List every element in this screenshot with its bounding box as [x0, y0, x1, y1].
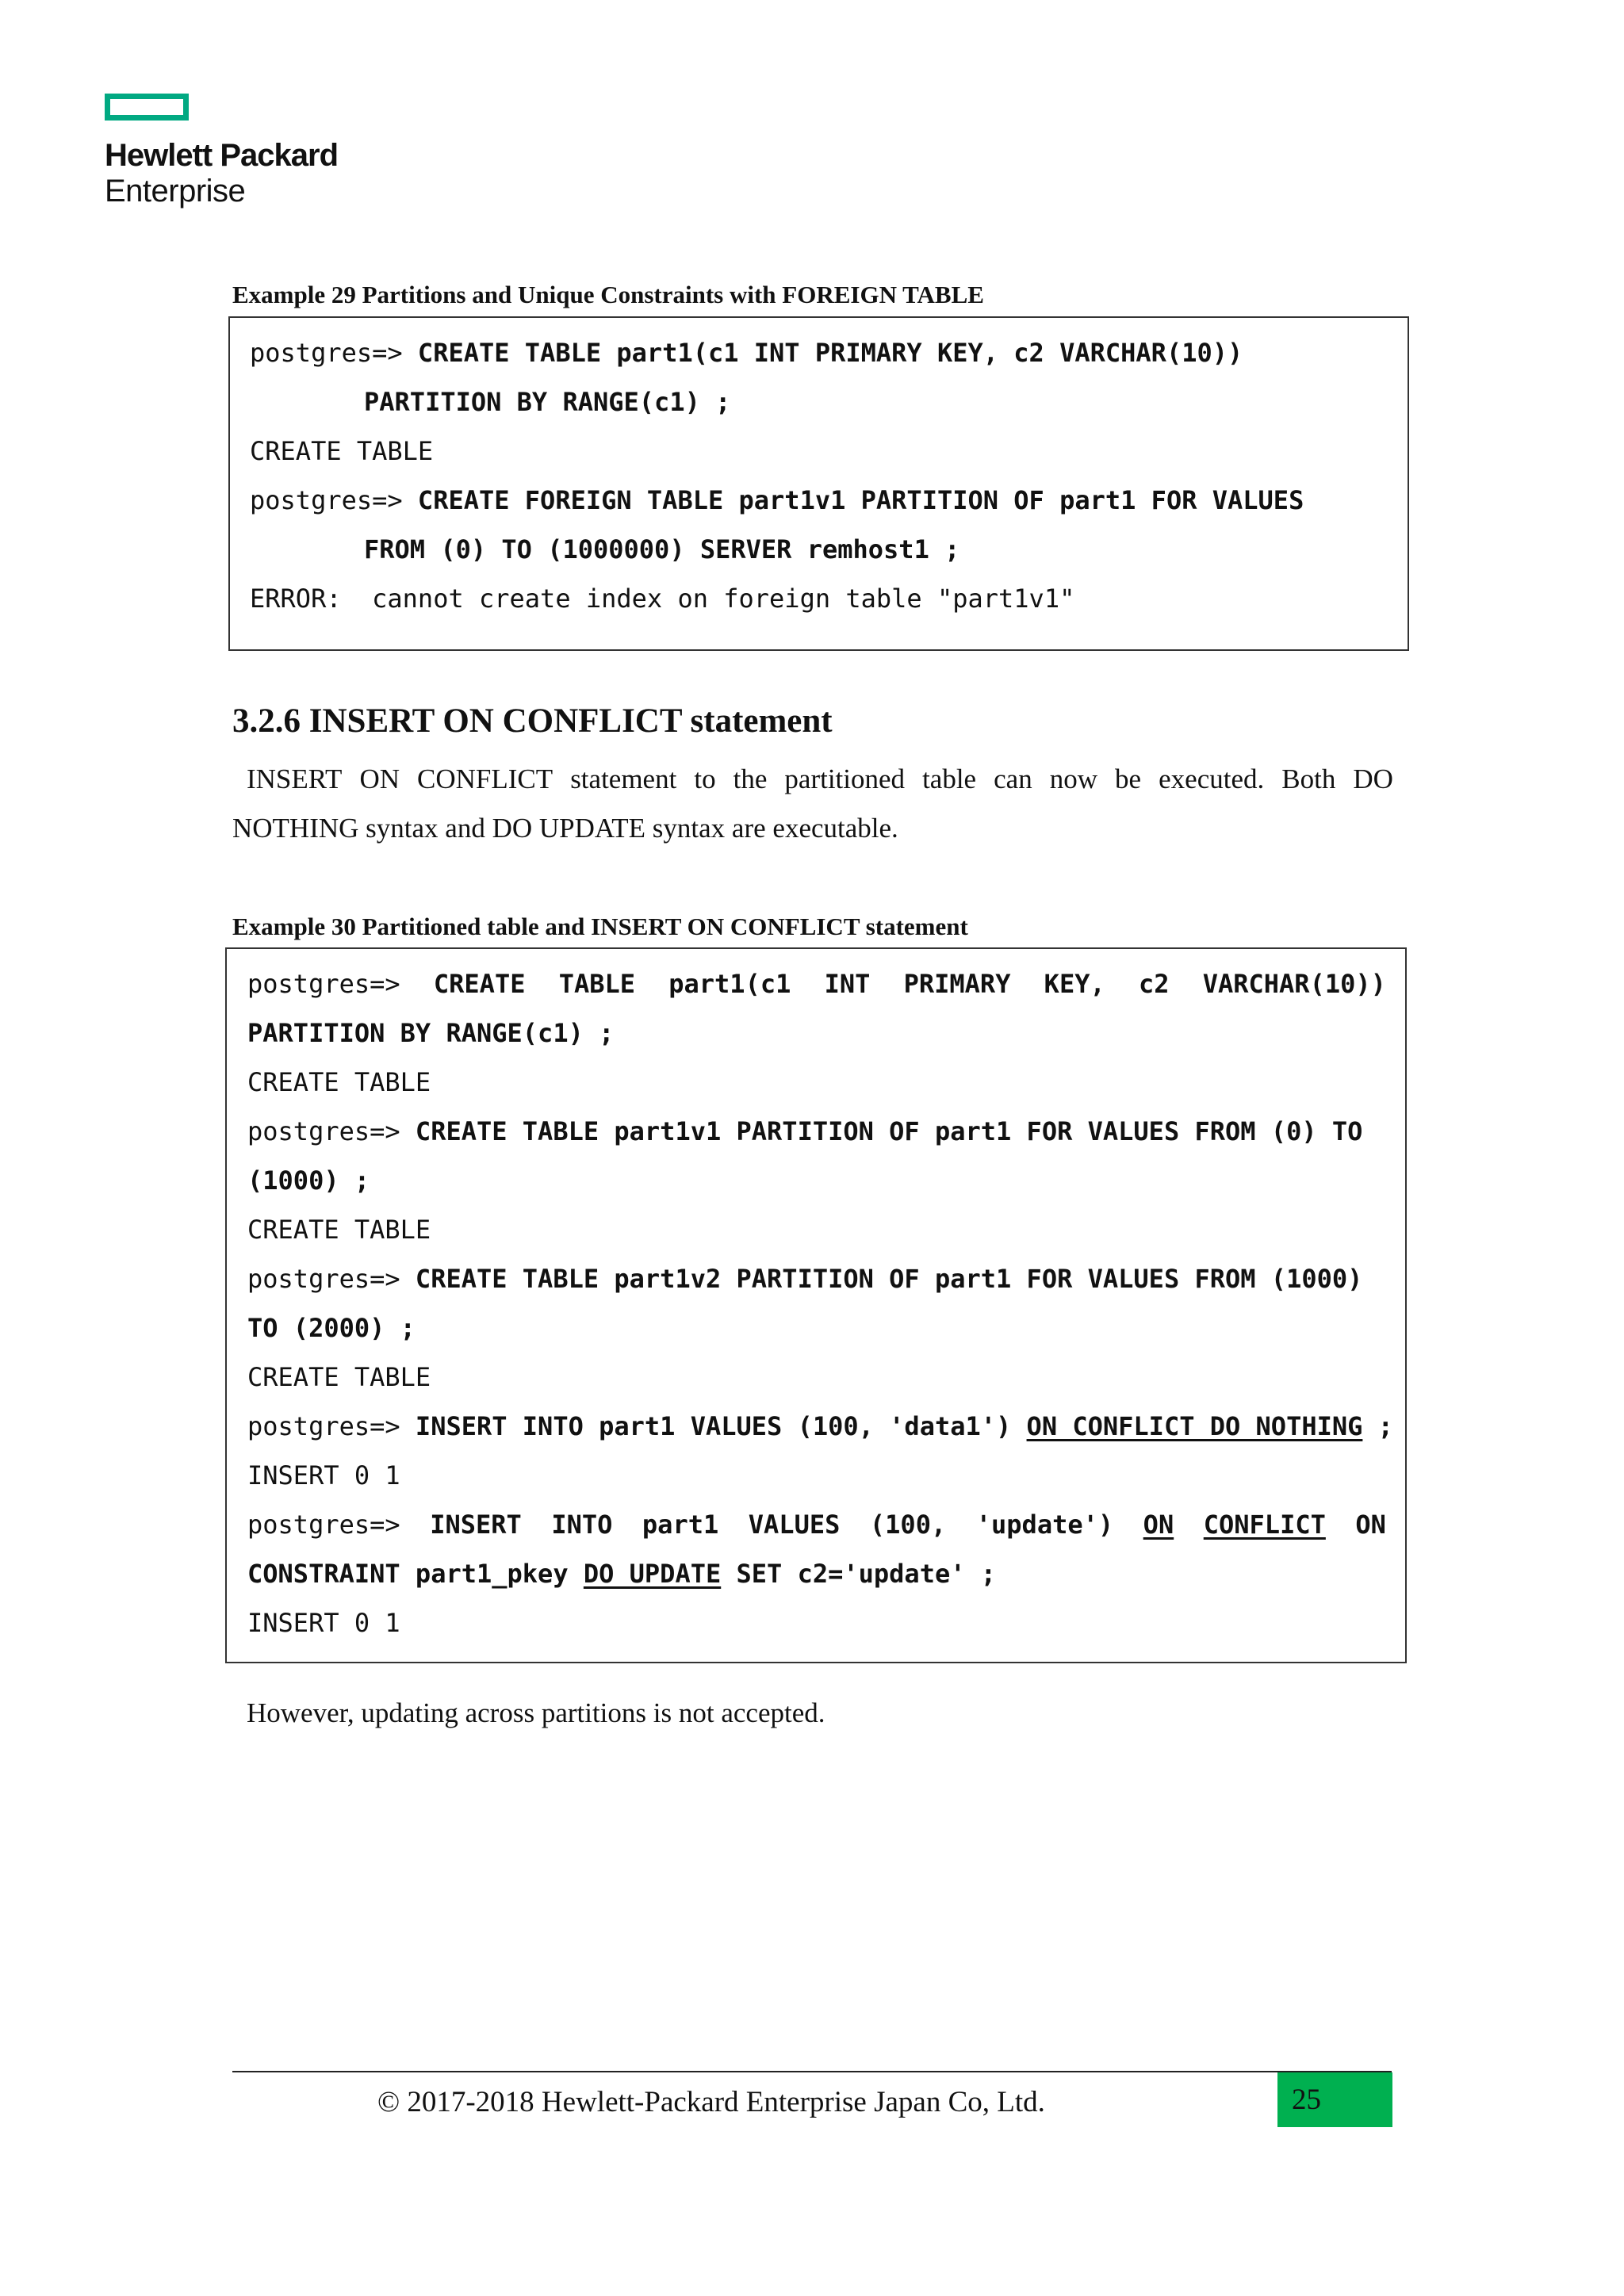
code-line: postgres=> CREATE TABLE part1v1 PARTITION OF part1 FOR VALUES FROM (0) TO	[247, 1116, 1363, 1146]
code-line: INSERT 0 1	[247, 1608, 400, 1638]
code-line: (1000) ;	[247, 1165, 370, 1196]
code-line: CONSTRAINT part1_pkey DO UPDATE SET c2='update' ;	[247, 1559, 997, 1589]
code-line: TO (2000) ;	[247, 1313, 416, 1343]
code-line: PARTITION BY RANGE(c1) ;	[364, 387, 731, 417]
code-line: postgres=> INSERT INTO part1 VALUES (100, 'data1') ON CONFLICT DO NOTHING ;	[247, 1411, 1393, 1441]
example-29-caption: Example 29 Partitions and Unique Constraints with FOREIGN TABLE	[232, 281, 984, 308]
page-number-badge	[1277, 2072, 1392, 2127]
code-line: INSERT 0 1	[247, 1460, 400, 1490]
section-heading: 3.2.6 INSERT ON CONFLICT statement	[232, 702, 833, 740]
hpe-logo	[105, 94, 338, 209]
example-29-code-box	[228, 316, 1409, 651]
footer-divider	[232, 2071, 1392, 2072]
example-30-code-box	[225, 947, 1407, 1663]
example-30-caption: Example 30 Partitioned table and INSERT ON CONFLICT statement	[232, 913, 968, 940]
code-line: CREATE TABLE	[247, 1067, 431, 1097]
logo-text-line1: Hewlett Packard	[105, 138, 339, 173]
code-line: postgres=> CREATE TABLE part1v2 PARTITION OF part1 FOR VALUES FROM (1000)	[247, 1264, 1363, 1294]
hpe-logo-mark	[105, 94, 189, 121]
footer-copyright: © 2017-2018 Hewlett-Packard Enterprise Japan Co, Ltd.	[377, 2086, 1045, 2118]
code-line: postgres=> CREATE TABLE part1(c1 INT PRIMARY KEY, c2 VARCHAR(10))	[250, 338, 1243, 368]
code-line: CREATE TABLE	[250, 436, 434, 466]
code-line: postgres=> INSERT INTO part1 VALUES (100, 'update') ON CONFLICT ON	[247, 1510, 1386, 1540]
code-line: ERROR: cannot create index on foreign table "part1v1"	[250, 584, 1075, 614]
body-text: However, updating across partitions is not accepted.	[247, 1697, 825, 1728]
code-line: postgres=> CREATE FOREIGN TABLE part1v1 PARTITION OF part1 FOR VALUES	[250, 485, 1304, 515]
code-line: FROM (0) TO (1000000) SERVER remhost1 ;	[364, 534, 960, 564]
section-paragraph-line1: INSERT ON CONFLICT statement to the partitioned table can now be executed. Both DO	[247, 763, 1393, 794]
code-line: PARTITION BY RANGE(c1) ;	[247, 1018, 615, 1048]
page-number: 25	[1292, 2084, 1321, 2116]
code-line: CREATE TABLE	[247, 1215, 431, 1245]
code-line: postgres=> CREATE TABLE part1(c1 INT PRIMARY KEY, c2 VARCHAR(10))	[247, 969, 1386, 999]
logo-text-line2: Enterprise	[105, 174, 246, 209]
code-line: CREATE TABLE	[247, 1362, 431, 1392]
section-paragraph-line2: NOTHING syntax and DO UPDATE syntax are executable.	[232, 813, 898, 844]
